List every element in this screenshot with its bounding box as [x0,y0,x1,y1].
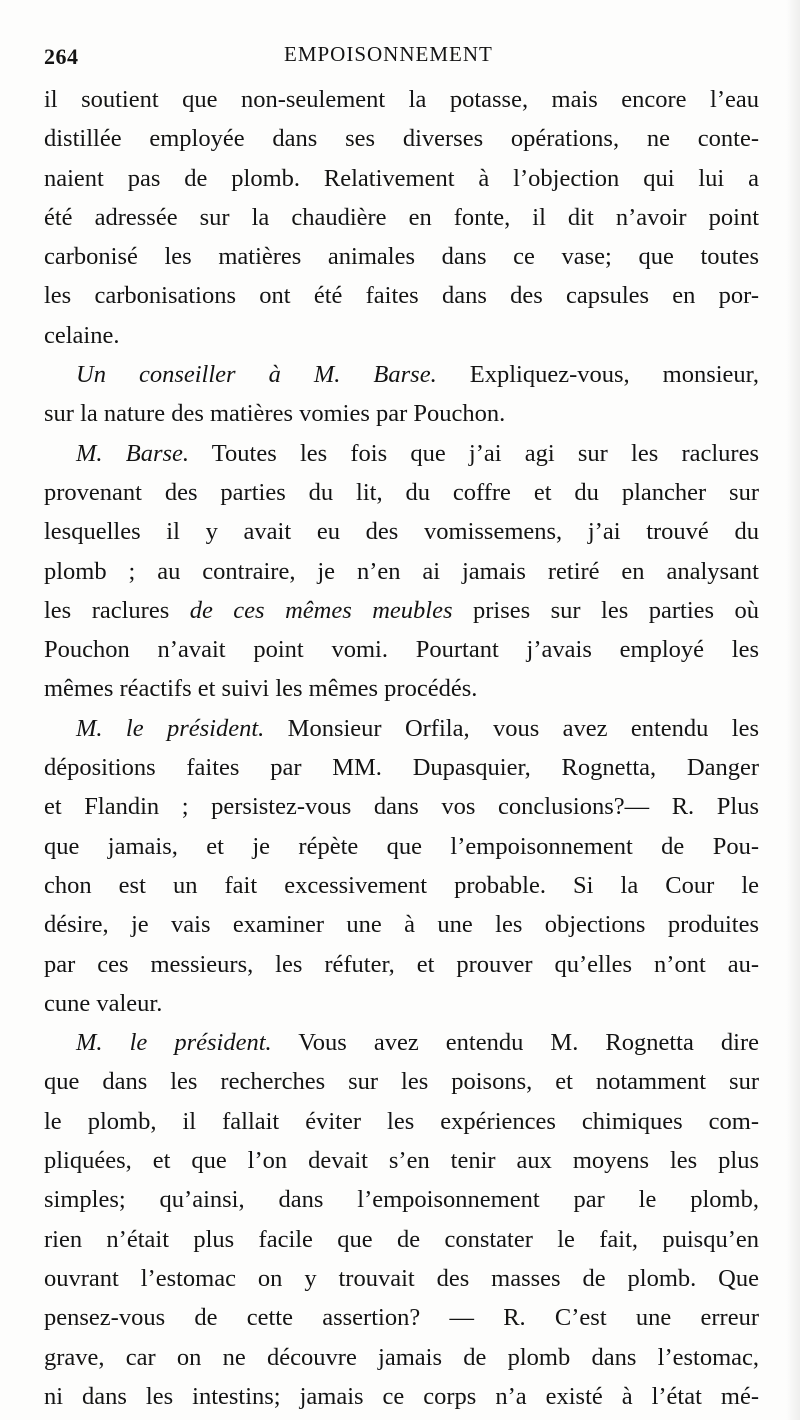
text-line: été adressée sur la chaudière en fonte, il dit n’avoir point [44,203,759,231]
text-line: lesquelles il y avait eu des vomissemens, j’ai trouvé du [44,518,759,546]
text-line: ouvrant l’estomac on y trouvait des masses de plomb. Que [44,1264,759,1292]
speaker-label: M. Barse. [76,439,190,467]
text-line: plomb ; au contraire, je n’en ai jamais retiré en analysant [44,557,759,585]
text-line: sur la nature des matières vomies par Pouchon. [44,400,506,428]
text-line: M. Barse. Toutes les fois que j’ai agi sur les raclures [76,439,759,467]
speaker-label: M. le président. [76,714,265,742]
running-head: EMPOISONNEMENT [284,42,493,66]
text-line: et Flandin ; persistez-vous dans vos conclusions?— R. Plus [44,793,759,821]
body-text [44,80,759,1416]
text-line: les carbonisations ont été faites dans des capsules en por- [44,282,759,310]
text-line: carbonisé les matières animales dans ce vase; que toutes [44,243,759,271]
text-line: simples; qu’ainsi, dans l’empoisonnement par le plomb, [44,1186,759,1214]
text-line: pensez-vous de cette assertion? — R. C’est une erreur [44,1304,759,1332]
text-line: les raclures de ces mêmes meubles prises sur les parties où [44,596,760,624]
text-line: dépositions faites par MM. Dupasquier, Rognetta, Danger [44,754,759,782]
text-line: ni dans les intestins; jamais ce corps n’a existé à l’état mé- [44,1382,759,1410]
text-line: pliquées, et que l’on devait s’en tenir aux moyens les plus [44,1147,759,1175]
text-line: cune valeur. [44,989,163,1017]
text-line: provenant des parties du lit, du coffre et du plancher sur [44,478,759,506]
text-line: que dans les recherches sur les poisons, et notamment sur [44,1068,759,1096]
text-line: mêmes réactifs et suivi les mêmes procédés. [44,675,478,703]
text-line: M. le président. Monsieur Orfila, vous avez entendu les [76,714,759,742]
text-line: Un conseiller à M. Barse. Expliquez-vous, monsieur, [76,361,759,389]
text-line: distillée employée dans ses diverses opérations, ne conte- [44,125,759,153]
page-edge-shadow [786,0,800,1420]
text-line: rien n’était plus facile que de constater le fait, puisqu’en [44,1225,759,1253]
text-line: le plomb, il fallait éviter les expériences chimiques com- [44,1107,759,1135]
text-line: par ces messieurs, les réfuter, et prouver qu’elles n’ont au- [44,950,759,978]
text-line: il soutient que non-seulement la potasse, mais encore l’eau [44,86,759,113]
text-line: désire, je vais examiner une à une les objections produites [44,911,759,939]
text-line: celaine. [44,321,120,349]
speaker-label: Un conseiller à M. Barse. [76,361,437,389]
speaker-label: M. le président. [76,1029,272,1057]
text-line: naient pas de plomb. Relativement à l’objection qui lui a [44,164,759,192]
text-line: grave, car on ne découvre jamais de plomb dans l’estomac, [44,1343,759,1371]
emphasis-text: de ces mêmes meubles [189,596,453,624]
text-line: chon est un fait excessivement probable. Si la Cour le [44,871,759,899]
text-line: que jamais, et je répète que l’empoisonnement de Pou- [44,832,759,860]
text-line: Pouchon n’avait point vomi. Pourtant j’avais employé les [44,636,759,664]
page-header [44,38,759,78]
text-line: M. le président. Vous avez entendu M. Rognetta dire [76,1029,759,1057]
page-number: 264 [44,44,79,69]
